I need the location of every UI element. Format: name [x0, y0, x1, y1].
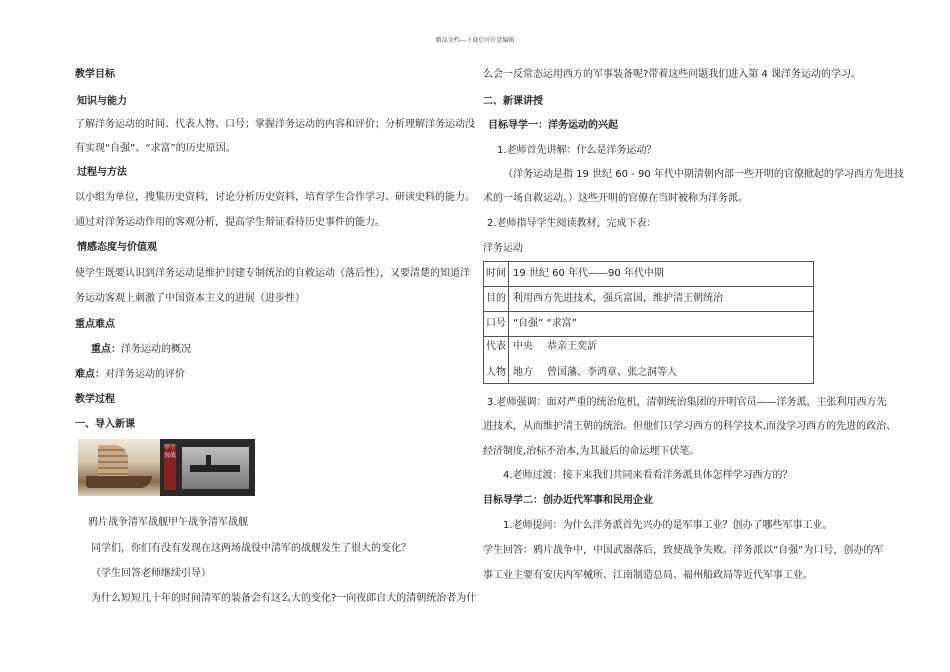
rep-central-label: 中央	[513, 341, 533, 352]
heading-key-points: 重点难点	[75, 319, 115, 330]
heading-teaching-goals: 教学目标	[75, 69, 115, 80]
image-title-text: 甲午海战	[164, 444, 177, 459]
heading-objective-1: 目标导学一：洋务运动的兴起	[488, 120, 618, 131]
paragraph-line: 2.老师指导学生阅读教材，完成下表：	[487, 218, 657, 229]
table-row	[484, 287, 814, 312]
table-row	[484, 262, 814, 287]
paragraph-line: 同学们，你们有没有发现在这两场战役中清军的战舰发生了很大的变化？	[91, 543, 411, 554]
difficulty-line	[75, 368, 185, 382]
table-value	[509, 337, 814, 384]
rep-local-label: 地方	[513, 367, 533, 378]
table-row	[484, 337, 814, 384]
paragraph-line: 有实现“自强”、“求富”的历史原因。	[75, 143, 236, 154]
table-key	[484, 337, 509, 384]
paragraph-line: 为什么短短几十年的时间清军的装备会有这么大的变化?一向夜郎自大的清朝统治者为什	[91, 593, 477, 604]
paragraph-line: （学生回答老师继续引导）	[91, 568, 211, 579]
heading-objective-2: 目标导学二：创办近代军事和民用企业	[483, 495, 653, 506]
heading-new-lesson: 二、新课讲授	[483, 96, 543, 107]
paragraph-line: 经济制度,治标不治本,为其最后的命运埋下伏笔。	[483, 446, 700, 457]
table-key-part: 代表	[486, 341, 506, 352]
ironclad-ship-shape	[190, 465, 240, 472]
heading-teaching-process: 教学过程	[75, 394, 115, 405]
table-value: 利用西方先进技术，强兵富国，维护清王朝统治	[509, 287, 814, 312]
opium-war-warship-image	[78, 439, 160, 496]
table-value: “自强” “求富”	[509, 312, 814, 337]
difficulty-label: 难点：	[75, 369, 105, 380]
rep-central-value: 恭亲王奕訢	[547, 341, 597, 352]
subheading-knowledge: 知识与能力	[77, 96, 127, 107]
paragraph-line: 术的一场自救运动。）这些开明的官僚在当时被称为洋务派。	[483, 193, 748, 204]
table-key: 口号	[484, 312, 509, 337]
subheading-attitude: 情感态度与价值观	[77, 242, 157, 253]
paragraph-line: 1.老师提问：为什么洋务派首先兴办的是军事工业？创办了哪些军事工业。	[503, 520, 833, 531]
key-point-line	[91, 343, 191, 357]
image-caption: 鸦片战争清军战舰甲午战争清军战舰	[88, 517, 248, 528]
westernization-table	[483, 261, 814, 384]
table-caption: 洋务运动	[483, 243, 523, 254]
paragraph-line: 事工业主要有安庆内军械所、江南制造总局、福州船政局等近代军事工业。	[483, 570, 813, 581]
paragraph-line: 进技术，从而维护清王朝的统治。但他们只学习西方的科学技术,而没学习西方的先进的政治、	[483, 421, 897, 432]
table-key: 目的	[484, 287, 509, 312]
paragraph-line: 3.老师强调：面对严重的统治危机，清朝统治集团的开明官员——洋务派，主张利用西方先	[487, 397, 887, 408]
rep-local-value: 曾国藩、李鸿章、张之洞等人	[547, 367, 677, 378]
image-title-bar	[164, 444, 176, 490]
junk-hull-shape	[86, 476, 152, 488]
paragraph-line: 4.老师过渡：接下来我们共同来看看洋务派具体怎样学习西方的？	[503, 470, 793, 481]
table-key-part: 人物	[486, 367, 506, 378]
paragraph-line: （洋务运动是指 19 世纪 60 - 90 年代中期清朝内部一些开明的官僚掀起的学习西方先进技	[503, 169, 904, 180]
paragraph-line: 么会一反常态运用西方的军事装备呢?带着这些问题我们进入第 4 课洋务运动的学习。	[483, 69, 862, 80]
paragraph-line: 通过对洋务运动作用的客观分析，提高学生辩证看待历史事件的能力。	[75, 217, 385, 228]
key-point-text: 洋务运动的概况	[121, 344, 191, 355]
rep-local	[513, 366, 809, 380]
paragraph-line: 务运动客观上刺激了中国资本主义的进展（进步性）	[75, 293, 305, 304]
table-key: 时间	[484, 262, 509, 287]
table-value: 19 世纪 60 年代——90 年代中期	[509, 262, 814, 287]
paragraph-line: 以小组为单位，搜集历史资料，讨论分析历史资料，培育学生合作学习、研读史料的能力。	[75, 192, 475, 203]
heading-intro: 一、导入新课	[75, 419, 135, 430]
subheading-process: 过程与方法	[77, 167, 127, 178]
key-point-label: 重点：	[91, 344, 121, 355]
paragraph-line: 使学生既要认识到洋务运动是维护封建专制统治的自救运动（落后性），又要清楚的知道洋	[75, 268, 470, 279]
paragraph-line: 了解洋务运动的时间、代表人物、口号；掌握洋务运动的内容和评价；分析理解洋务运动没	[75, 119, 475, 130]
rep-central	[513, 340, 809, 354]
page-header: 精品文档---下载后可任意编辑	[435, 37, 515, 44]
table-row	[484, 312, 814, 337]
paragraph-line: 1.老师首先讲解：什么是洋务运动？	[497, 145, 657, 156]
sino-japanese-war-warship-image	[160, 439, 255, 496]
paragraph-line: 学生回答：鸦片战争中，中国武器落后，致使战争失败。洋务派以“自强”为口号，创办的军	[483, 545, 884, 556]
difficulty-text: 对洋务运动的评价	[105, 369, 185, 380]
